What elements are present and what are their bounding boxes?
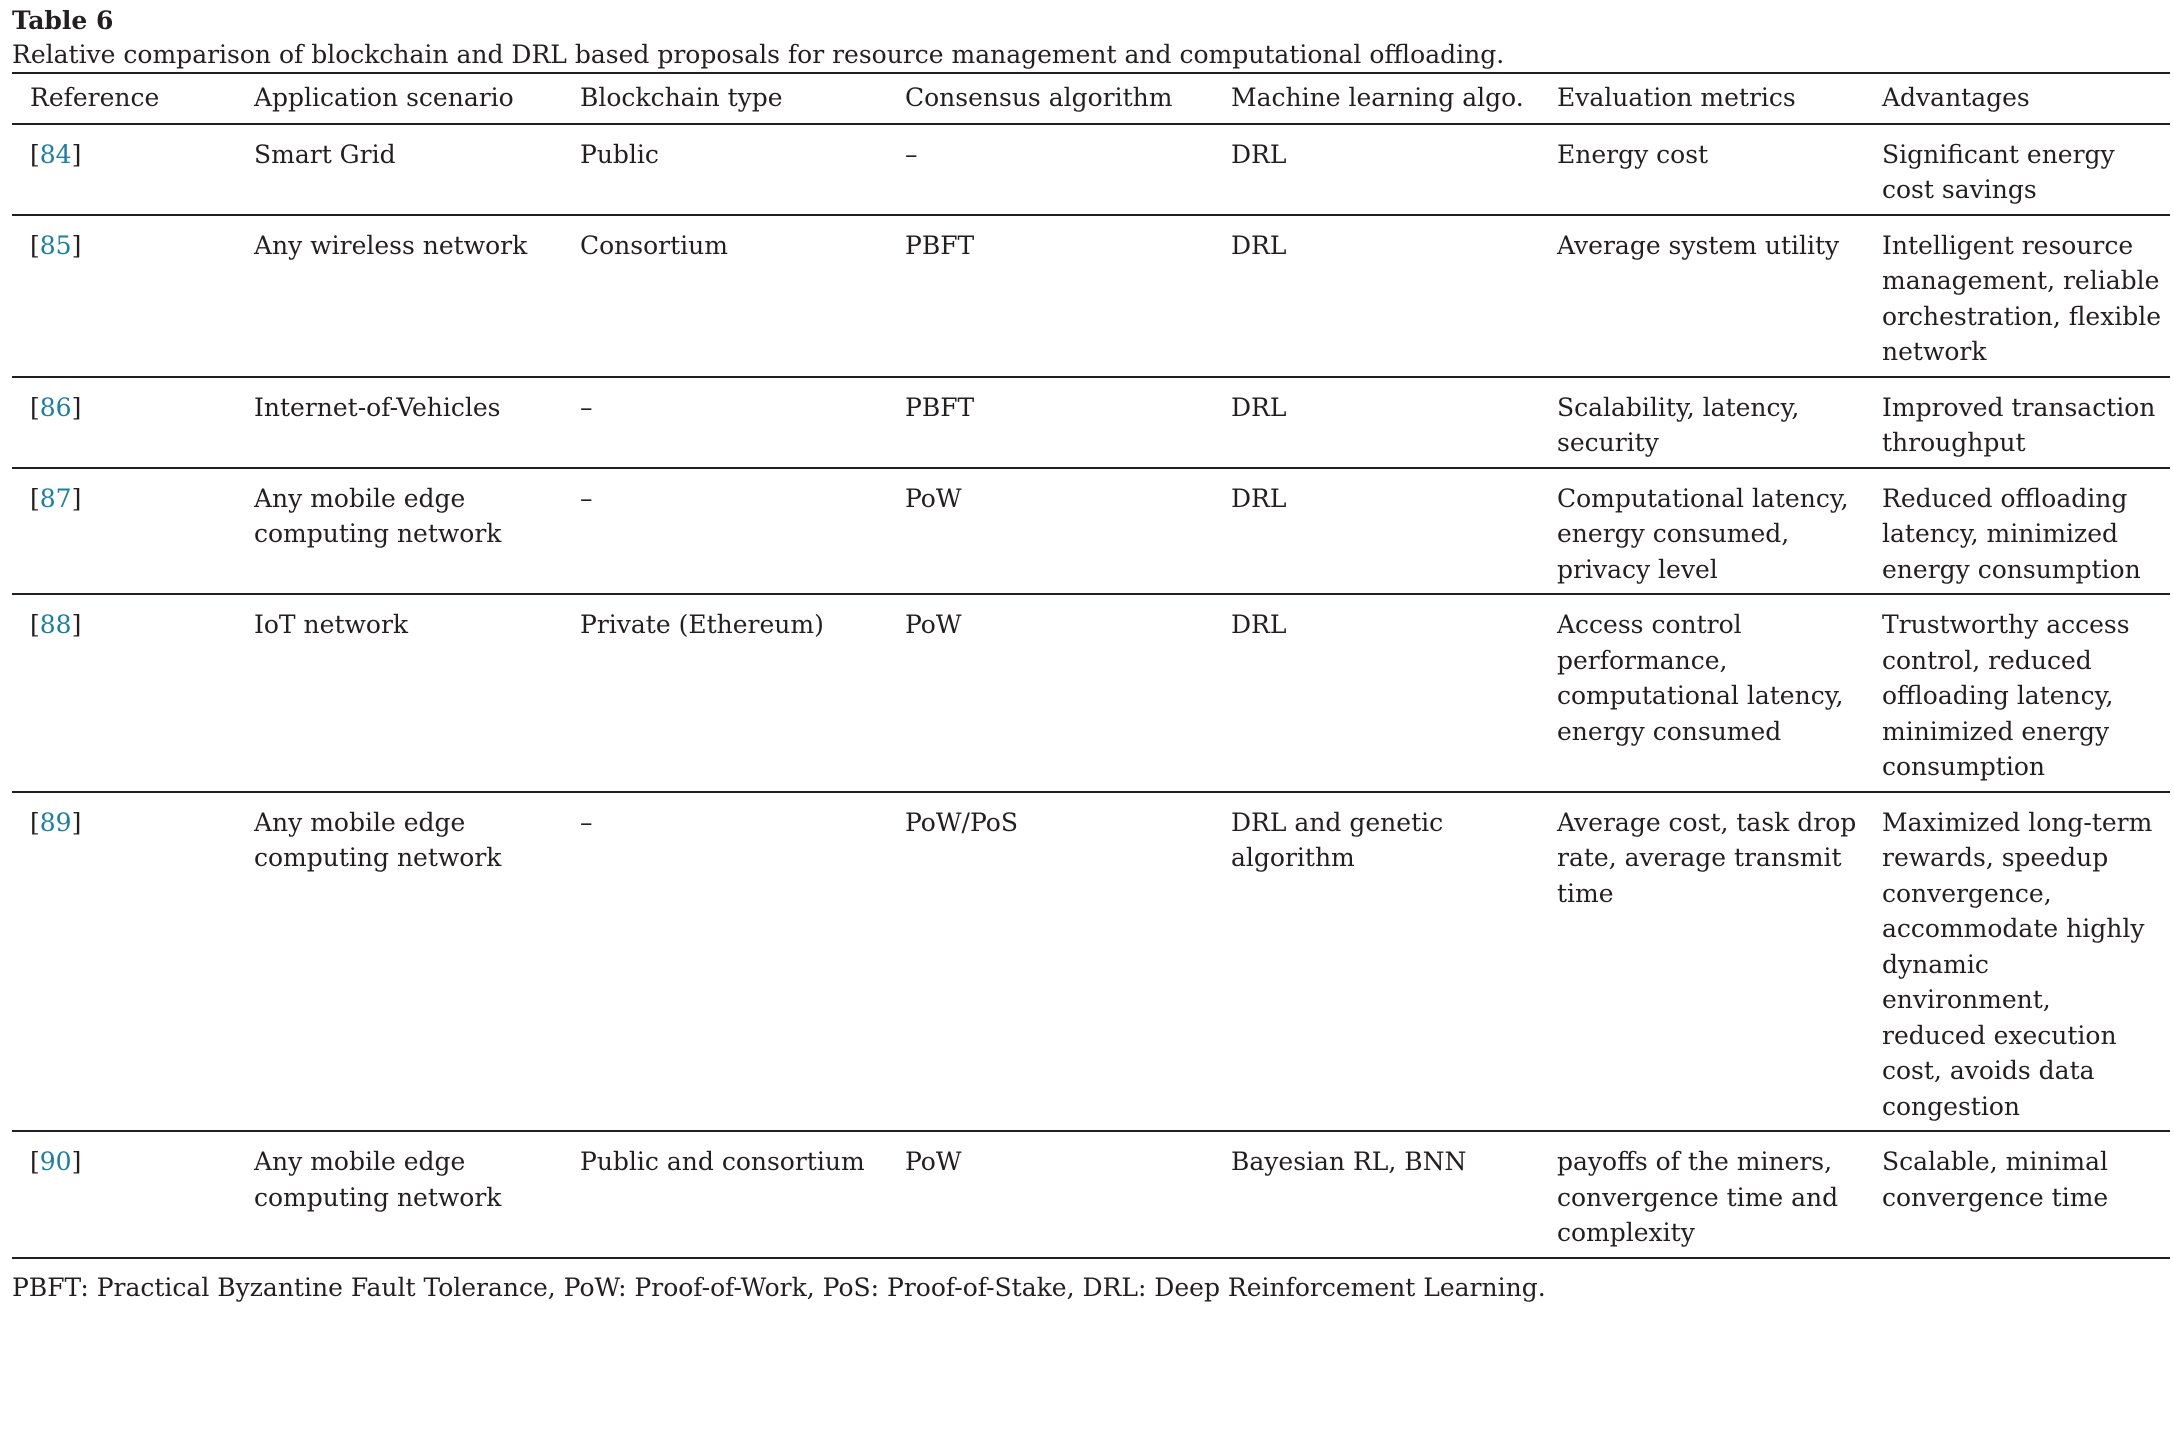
cell-reference [12, 594, 254, 792]
cell-ml-algo: DRL [1231, 230, 1287, 260]
ref-open-bracket: [ [30, 1147, 40, 1176]
table-footnote: PBFT: Practical Byzantine Fault Tolerance, PoW: Proof-of-Work, PoS: Proof-of-Stake, DRL: Deep Reinforcement Learning. [12, 1272, 1546, 1302]
cell-blockchain-type: Consortium [580, 230, 728, 260]
ref-close-bracket: ] [71, 139, 82, 169]
cell-reference [12, 1131, 254, 1258]
cell-consensus: PBFT [905, 392, 975, 422]
ref-open-bracket: [ [30, 392, 40, 422]
comparison-table [12, 72, 2170, 1259]
cell-advantages: Scalable, minimal convergence time [1882, 1147, 2109, 1212]
table-label: Table 6 [12, 6, 114, 35]
ref-close-bracket: ] [71, 807, 82, 837]
cell-scenario: Internet-of-Vehicles [254, 392, 501, 422]
table-row [12, 377, 2170, 468]
cell-blockchain-type: – [580, 807, 593, 837]
cell-advantages: Intelligent resource management, reliable orchestration, flexible network [1882, 230, 2162, 366]
header-row [12, 73, 2170, 124]
header-evaluation-metrics: Evaluation metrics [1557, 83, 1796, 112]
cell-consensus: PoW/PoS [905, 807, 1018, 837]
cell-metrics: Energy cost [1557, 139, 1709, 169]
cell-blockchain-type: Public and consortium [580, 1147, 865, 1176]
cell-scenario: Any mobile edge computing network [254, 1147, 502, 1212]
cell-scenario: Smart Grid [254, 139, 396, 169]
cell-ml-algo: DRL [1231, 139, 1287, 169]
header-blockchain-type: Blockchain type [580, 83, 783, 112]
cell-blockchain-type: – [580, 483, 593, 513]
ref-close-bracket: ] [71, 230, 82, 260]
table-row [12, 1131, 2170, 1258]
reference-link[interactable]: 87 [39, 483, 72, 513]
cell-metrics: Average cost, task drop rate, average transmit time [1557, 807, 1857, 908]
cell-consensus: – [905, 139, 918, 169]
ref-open-bracket: [ [30, 230, 40, 260]
cell-scenario: IoT network [254, 610, 409, 639]
cell-scenario: Any wireless network [254, 230, 528, 260]
table-row [12, 468, 2170, 595]
reference-link[interactable]: 90 [39, 1147, 72, 1176]
cell-reference [12, 124, 254, 215]
cell-metrics: Scalability, latency, security [1557, 392, 1800, 457]
cell-blockchain-type: – [580, 392, 593, 422]
cell-ml-algo: DRL [1231, 483, 1287, 513]
cell-advantages: Reduced offloading latency, minimized energy consumption [1882, 483, 2141, 584]
cell-ml-algo: DRL [1231, 392, 1287, 422]
ref-open-bracket: [ [30, 483, 40, 513]
ref-close-bracket: ] [71, 392, 82, 422]
cell-advantages: Significant energy cost savings [1882, 139, 2115, 204]
cell-ml-algo: Bayesian RL, BNN [1231, 1147, 1467, 1176]
reference-link[interactable]: 89 [39, 807, 72, 837]
cell-reference [12, 215, 254, 377]
cell-metrics: Computational latency, energy consumed, privacy level [1557, 483, 1849, 584]
cell-consensus: PoW [905, 483, 962, 513]
ref-open-bracket: [ [30, 807, 40, 837]
cell-advantages: Maximized long-term rewards, speedup convergence, accommodate highly dynamic environment, reduced execution cost, avoids data congestion [1882, 807, 2153, 1121]
cell-consensus: PBFT [905, 230, 975, 260]
reference-link[interactable]: 85 [39, 230, 72, 260]
cell-blockchain-type: Private (Ethereum) [580, 610, 824, 639]
table-row [12, 792, 2170, 1132]
header-reference: Reference [30, 83, 160, 112]
cell-metrics: Average system utility [1557, 230, 1840, 260]
cell-reference [12, 468, 254, 595]
cell-ml-algo: DRL and genetic algorithm [1231, 807, 1444, 872]
ref-open-bracket: [ [30, 139, 40, 169]
ref-close-bracket: ] [71, 1147, 82, 1176]
cell-scenario: Any mobile edge computing network [254, 483, 502, 548]
header-consensus-algorithm: Consensus algorithm [905, 83, 1173, 112]
cell-consensus: PoW [905, 1147, 962, 1176]
header-advantages: Advantages [1882, 83, 2030, 112]
cell-reference [12, 377, 254, 468]
cell-metrics: payoffs of the miners, convergence time and complexity [1557, 1147, 1839, 1247]
header-machine-learning-algo: Machine learning algo. [1231, 83, 1524, 112]
table-row [12, 594, 2170, 792]
ref-close-bracket: ] [71, 483, 82, 513]
table-row [12, 215, 2170, 377]
ref-open-bracket: [ [30, 610, 40, 639]
cell-advantages: Trustworthy access control, reduced offloading latency, minimized energy consumption [1882, 610, 2130, 781]
ref-close-bracket: ] [71, 610, 82, 639]
reference-link[interactable]: 84 [39, 139, 72, 169]
table-figure [12, 4, 2170, 1305]
cell-metrics: Access control performance, computational latency, energy consumed [1557, 610, 1844, 746]
reference-link[interactable]: 86 [39, 392, 72, 422]
cell-advantages: Improved transaction throughput [1882, 392, 2156, 457]
cell-ml-algo: DRL [1231, 610, 1287, 639]
reference-link[interactable]: 88 [39, 610, 72, 639]
header-application-scenario: Application scenario [254, 83, 514, 112]
cell-scenario: Any mobile edge computing network [254, 807, 502, 872]
table-row [12, 124, 2170, 215]
cell-blockchain-type: Public [580, 139, 659, 169]
cell-reference [12, 792, 254, 1132]
cell-consensus: PoW [905, 610, 962, 639]
table-caption: Relative comparison of blockchain and DRL based proposals for resource management and computational offloading. [12, 40, 1505, 69]
